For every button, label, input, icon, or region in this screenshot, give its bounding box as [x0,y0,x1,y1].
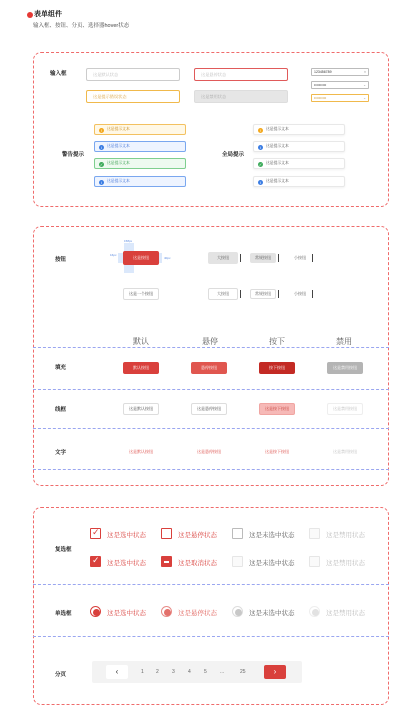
checkbox-text: 这是悬停状态 [178,532,217,539]
small-button[interactable]: 小按钮 [294,255,306,260]
checkbox-checked[interactable] [90,528,101,539]
state-header-default: 默认 [133,337,149,346]
password-input-warning[interactable] [311,94,369,102]
regular-outline-button[interactable]: 常规按钮 [250,289,276,299]
page-3[interactable]: 3 [172,669,175,675]
radio-dot [312,609,319,616]
radio-dot [93,609,100,616]
check-icon: ✓ [92,555,100,565]
buttons-panel [33,226,389,486]
radio-dot [164,609,171,616]
alert-info-secondary [94,176,186,187]
alert-text: 这是提示文本 [107,127,130,131]
page-4[interactable]: 4 [188,669,191,675]
small-input-filled[interactable] [311,68,369,76]
checkbox-text: 这是选中状态 [107,560,146,567]
line-hover-button[interactable]: 这是悬停按钮 [191,403,227,415]
text-hover-button[interactable]: 这是悬停按钮 [197,449,221,454]
alerts-label: 警告提示 [62,152,85,158]
global-alert-success [253,158,345,169]
minus-icon [164,561,169,563]
fill-pressed-button[interactable]: 按下按钮 [259,362,295,374]
checkbox-disabled [309,556,320,567]
global-alert-info-secondary [253,176,345,187]
page-subtitle: 输入框、按钮、分页、选择器hover状态 [33,23,130,29]
global-alert-text: 这是提示文本 [266,179,289,183]
checkbox-disabled [309,528,320,539]
info-icon: i [99,145,104,150]
global-alert-warning [253,124,345,135]
dimension-height: 40px [164,256,171,260]
radio-text: 这是悬停状态 [178,610,217,617]
checkbox-text: 这是未选中状态 [249,532,295,539]
primary-example-button[interactable]: 这是按钮 [123,251,159,265]
fill-hover-button[interactable]: 悬停按钮 [191,362,227,374]
alert-warning [94,124,186,135]
info-icon: i [258,180,263,185]
small-outline-button[interactable]: 小按钮 [294,291,306,296]
alert-text: 这是提示文本 [107,144,130,148]
divider [33,469,389,470]
divider [33,347,389,348]
text-row-label: 文字 [55,450,67,456]
page-2[interactable]: 2 [156,669,159,675]
checkbox-label: 复选框 [55,547,72,553]
outline-example-button[interactable]: 这是一个按钮 [123,288,159,300]
page-5[interactable]: 5 [204,669,207,675]
checkbox-unchecked[interactable] [232,528,243,539]
radio-label: 单选框 [55,611,72,617]
size-tick [240,254,241,262]
check-icon: ✓ [258,161,263,167]
line-default-button[interactable]: 这是默认按钮 [123,403,159,415]
large-outline-button[interactable]: 大按钮 [208,288,238,300]
radio-text: 这是未选中状态 [249,610,295,617]
checkbox-text: 这是选中状态 [107,532,146,539]
text-pressed-button[interactable]: 这是按下按钮 [265,449,289,454]
radio-selected[interactable] [90,606,101,617]
dimension-padding: 16px [110,253,117,257]
radio-text: 这是选中状态 [107,610,146,617]
alert-text: 这是提示文本 [107,179,130,183]
chevron-right-icon[interactable]: › [264,665,286,679]
warning-icon: ! [259,127,262,133]
radio-text: 这是禁用状态 [326,610,365,617]
inputs-label: 输入框 [50,71,67,77]
radio-unselected[interactable] [232,606,243,617]
alert-info [94,141,186,152]
check-icon: ✓ [92,527,100,537]
regular-button[interactable]: 常规按钮 [250,253,276,263]
page-ellipsis: ... [220,669,225,675]
divider [33,636,389,637]
size-tick [312,290,313,298]
chevron-down-icon[interactable]: ⌄ [363,83,366,87]
password-warn-mask: •••••••••• [314,96,327,100]
line-row-label: 线框 [55,407,67,413]
page-1[interactable]: 1 [141,669,144,675]
global-alert-text: 这是提示文本 [266,144,289,148]
chevron-left-icon[interactable]: ‹ [106,665,128,679]
pagination-label: 分页 [55,672,67,678]
password-input[interactable] [311,81,369,89]
size-tick [278,254,279,262]
clear-icon[interactable]: × [363,70,366,74]
fill-disabled-button: 这是禁用按钮 [327,362,363,374]
checkbox-text: 这是未选中状态 [249,560,295,567]
line-disabled-button: 这是禁用按钮 [327,403,363,415]
state-header-pressed: 按下 [269,337,285,346]
input-hover[interactable]: 这是悬停状态 [194,68,288,81]
global-alert-text: 这是提示文本 [266,161,289,165]
line-pressed-button[interactable]: 这是按下按钮 [259,403,295,415]
chevron-down-icon[interactable]: ⌄ [363,96,366,100]
page-header [30,9,62,19]
divider [33,389,389,390]
fill-default-button[interactable]: 默认按钮 [123,362,159,374]
state-header-hover: 悬停 [202,337,218,346]
radio-dot [235,609,242,616]
checkbox-text: 这是禁用状态 [326,560,365,567]
divider [33,428,389,429]
pagination [92,661,302,683]
global-alert-text: 这是提示文本 [266,127,289,131]
input-default[interactable]: 这是默认状态 [86,68,180,81]
input-disabled: 这是禁用状态 [194,90,288,103]
radio-disabled [309,606,320,617]
input-warning[interactable]: 这是提示错误状态 [86,90,180,103]
checkbox-hover[interactable] [161,528,172,539]
size-tick [278,290,279,298]
text-default-button[interactable]: 这是默认按钮 [129,449,153,454]
password-mask: •••••••••• [314,83,327,87]
divider [33,584,389,585]
info-icon: i [99,180,104,185]
check-icon: ✓ [99,161,104,167]
checkbox-checked-filled[interactable] [90,556,101,567]
warning-icon: ! [100,127,103,133]
alert-text: 这是提示文本 [107,161,130,165]
size-tick [312,254,313,262]
checkbox-text: 这是禁用状态 [326,532,365,539]
checkbox-indeterminate[interactable] [161,556,172,567]
buttons-label: 按钮 [55,257,67,263]
page-25[interactable]: 25 [240,669,246,675]
fill-row-label: 填充 [55,365,67,371]
dimension-width: 158px [124,239,133,243]
page-title: 表单组件 [34,11,62,18]
size-tick [240,290,241,298]
info-icon: i [258,145,263,150]
radio-hover[interactable] [161,606,172,617]
checkbox-unchecked-dim[interactable] [232,556,243,567]
text-disabled-button: 这是禁用按钮 [333,449,357,454]
global-alert-info [253,141,345,152]
large-button[interactable]: 大按钮 [208,252,238,264]
small-input-value: 123456789 [314,70,332,74]
alert-success [94,158,186,169]
state-header-disabled: 禁用 [336,337,352,346]
checkbox-text: 这是取消状态 [178,560,217,567]
global-alerts-label: 全局提示 [222,152,245,158]
